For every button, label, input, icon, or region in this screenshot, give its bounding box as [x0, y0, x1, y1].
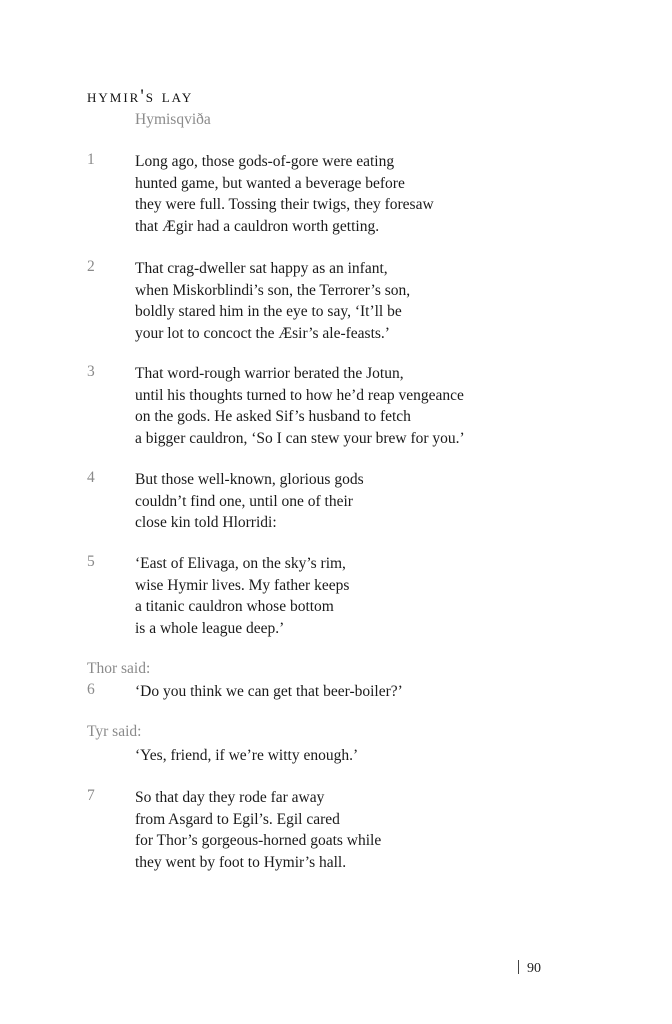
verse-line: That crag-dweller sat happy as an infant,	[135, 260, 388, 277]
verse-line: couldn’t find one, until one of their	[135, 492, 353, 510]
verse-line: wise Hymir lives. My father keeps	[135, 576, 350, 594]
speaker-label-thor: Thor said:	[87, 660, 151, 677]
stanza-lines	[135, 151, 434, 237]
stanza-number: 1	[87, 151, 95, 168]
verse-line: ‘Do you think we can get that beer-boiler?’	[135, 683, 403, 700]
verse-line: ‘East of Elivaga, on the sky’s rim,	[135, 555, 346, 572]
stanza-lines	[135, 553, 349, 639]
speaker-label-tyr: Tyr said:	[87, 723, 142, 740]
poem-subtitle: Hymisqviða	[135, 111, 211, 128]
verse-line: for Thor’s gorgeous-horned goats while	[135, 832, 382, 849]
verse-line: that Ægir had a cauldron worth getting.	[135, 217, 380, 235]
stanza-number: 6	[87, 681, 95, 698]
verse-line: from Asgard to Egil’s. Egil cared	[135, 810, 340, 828]
verse-line: they went by foot to Hymir’s hall.	[135, 853, 347, 871]
verse-line: a titanic cauldron whose bottom	[135, 598, 334, 615]
page-number-text: 90	[527, 961, 541, 976]
verse-line: That word-rough warrior berated the Jotun,	[135, 365, 404, 382]
verse-line: they were full. Tossing their twigs, they foresaw	[135, 196, 434, 213]
stanza-lines	[135, 681, 403, 703]
verse-line: Long ago, those gods-of-gore were eating	[135, 153, 395, 170]
stanza-number: 2	[87, 258, 95, 275]
verse-line: on the gods. He asked Sif’s husband to fetch	[135, 408, 411, 425]
stanza-number: 4	[87, 469, 95, 486]
verse-line: until his thoughts turned to how he’d reap vengeance	[135, 386, 464, 404]
stanza-number: 7	[87, 787, 95, 804]
verse-line: hunted game, but wanted a beverage before	[135, 174, 405, 192]
verse-line: a bigger cauldron, ‘So I can stew your brew for you.’	[135, 429, 465, 447]
stanza-number: 5	[87, 553, 95, 570]
stanza-lines	[135, 787, 381, 873]
verse-line: your lot to concoct the Æsir’s ale-feasts.’	[135, 324, 390, 342]
stanza-lines	[135, 363, 465, 449]
stanza-lines	[135, 258, 410, 344]
stanza-number: 3	[87, 363, 95, 380]
verse-line: So that day they rode far away	[135, 789, 325, 806]
verse-line: ‘Yes, friend, if we’re witty enough.’	[135, 747, 359, 764]
folio-divider	[518, 960, 519, 974]
page-number	[518, 960, 541, 977]
verse-line: when Miskorblindi’s son, the Terrorer’s son,	[135, 281, 411, 299]
stanza-lines	[135, 469, 364, 534]
verse-line: close kin told Hlorridi:	[135, 514, 277, 531]
verse-line: boldly stared him in the eye to say, ‘It’ll be	[135, 303, 402, 320]
verse-line: is a whole league deep.’	[135, 619, 285, 637]
poem-title: hymir's lay	[87, 86, 194, 107]
stanza-lines	[135, 745, 358, 767]
verse-line: But those well-known, glorious gods	[135, 471, 364, 488]
